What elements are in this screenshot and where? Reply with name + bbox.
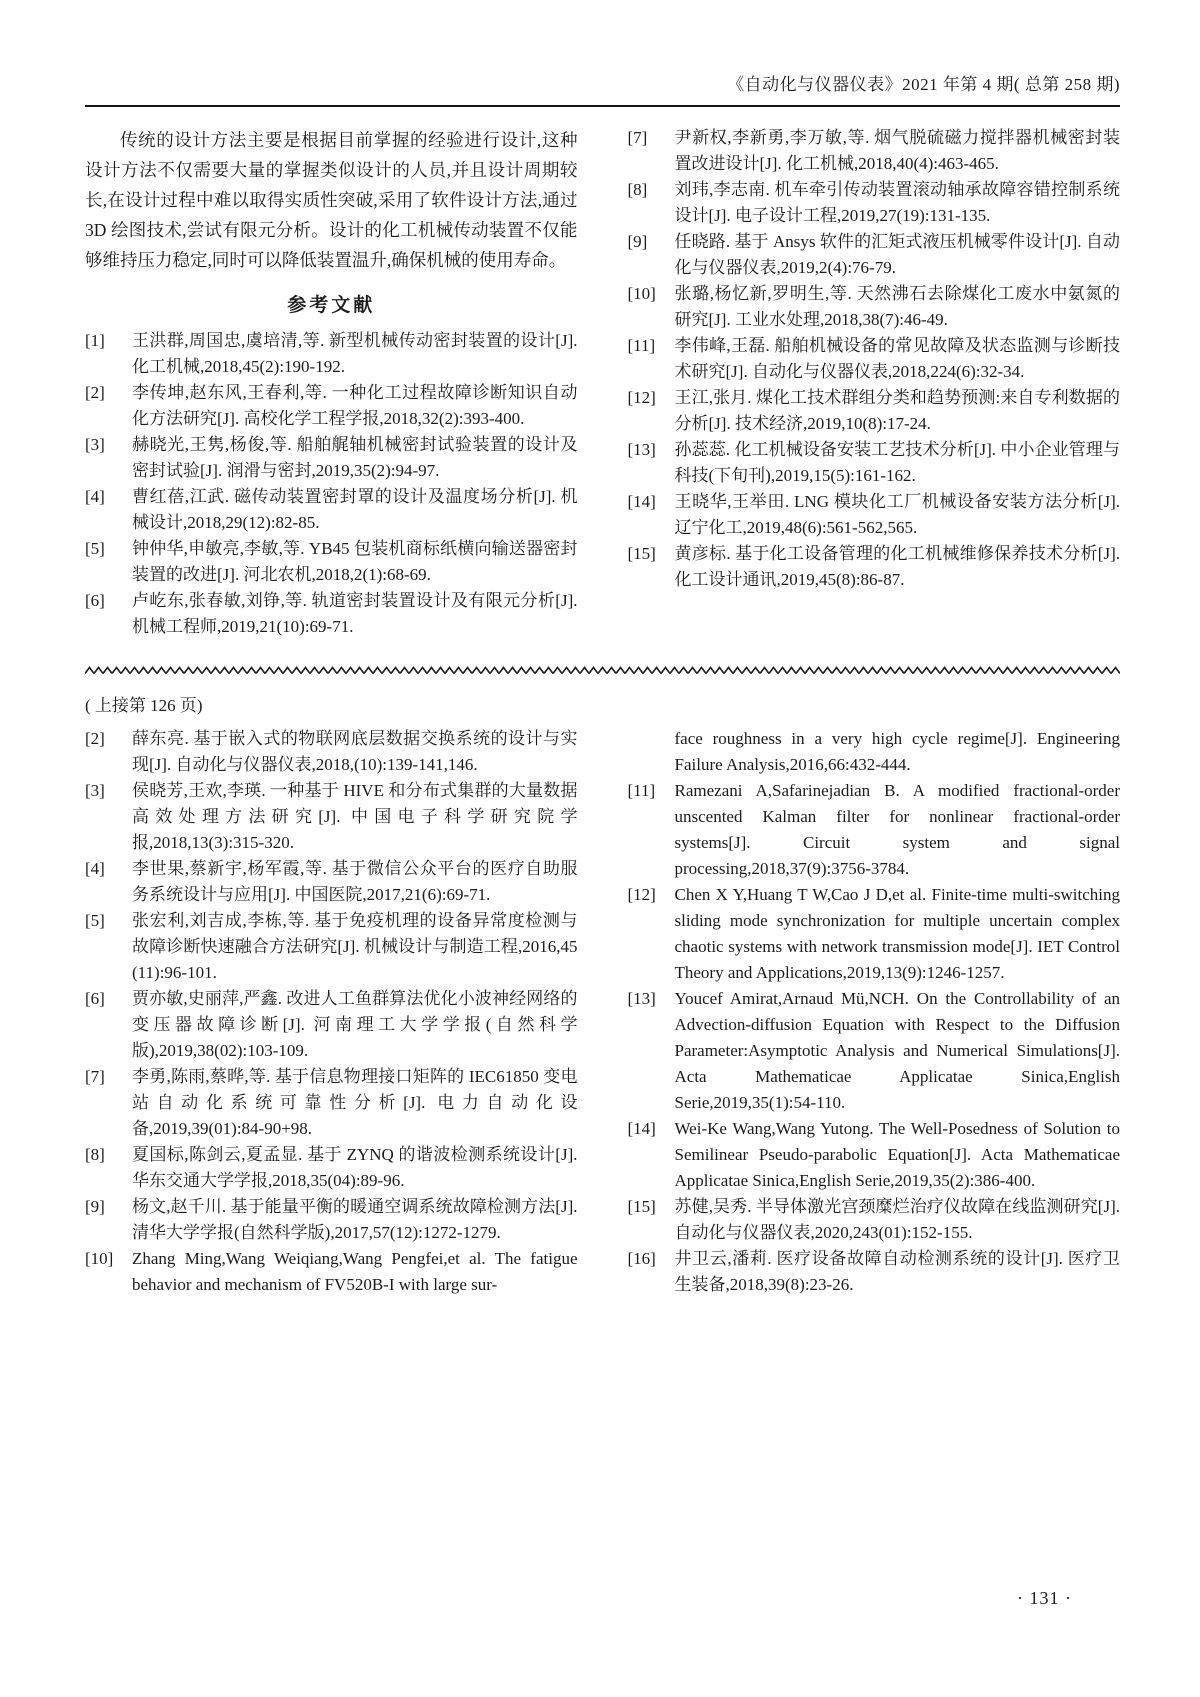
reference-item	[628, 541, 1121, 593]
reference-item	[85, 484, 578, 536]
reference-item	[628, 778, 1121, 882]
reference-text: 曹红蓓,江武. 磁传动装置密封罩的设计及温度场分析[J]. 机械设计,2018,29(12):82-85.	[132, 487, 578, 532]
reference-label: [15]	[627, 1197, 656, 1216]
reference-label: [12]	[627, 885, 656, 904]
reference-item	[628, 726, 1121, 778]
reference-label: [11]	[627, 781, 656, 800]
reference-item	[628, 177, 1121, 229]
reference-item	[628, 125, 1121, 177]
reference-label: [16]	[627, 1249, 656, 1268]
reference-text: 李传坤,赵东风,王春利,等. 一种化工过程故障诊断知识自动化方法研究[J]. 高校化学工程学报,2018,32(2):393-400.	[132, 383, 578, 428]
reference-item	[85, 908, 578, 986]
reference-text: Zhang Ming,Wang Weiqiang,Wang Pengfei,et al. The fatigue behavior and mechanism of FV520B-I with large sur-	[132, 1249, 578, 1294]
reference-label: [3]	[85, 435, 105, 454]
reference-label: [8]	[85, 1145, 105, 1164]
reference-label: [13]	[627, 989, 656, 1008]
reference-item	[628, 1116, 1121, 1194]
reference-label: [14]	[627, 1119, 656, 1138]
reference-item	[628, 437, 1121, 489]
continuation-note: ( 上接第 126 页)	[85, 696, 203, 715]
reference-item	[628, 281, 1121, 333]
reference-item	[85, 536, 578, 588]
reference-label: [6]	[85, 591, 105, 610]
reference-text: 赫晓光,王隽,杨俊,等. 船舶艉轴机械密封试验装置的设计及密封试验[J]. 润滑与密封,2019,35(2):94-97.	[132, 435, 578, 480]
reference-text: 卢屹东,张春敏,刘铮,等. 轨道密封装置设计及有限元分析[J]. 机械工程师,2019,21(10):69-71.	[132, 591, 578, 636]
reference-text: face roughness in a very high cycle regime[J]. Engineering Failure Analysis,2016,66:432-444.	[674, 729, 1120, 774]
references-list-top-left	[85, 328, 578, 640]
reference-label: [7]	[85, 1067, 105, 1086]
reference-text: 王晓华,王举田. LNG 模块化工厂机械设备安装方法分析[J]. 辽宁化工,2019,48(6):561-562,565.	[674, 492, 1120, 537]
reference-text: 张璐,杨忆新,罗明生,等. 天然沸石去除煤化工废水中氨氮的研究[J]. 工业水处理,2018,38(7):46-49.	[674, 284, 1120, 329]
reference-label: [11]	[627, 336, 656, 355]
reference-text: 薛东亮. 基于嵌入式的物联网底层数据交换系统的设计与实现[J]. 自动化与仪器仪表,2018,(10):139-141,146.	[132, 729, 578, 774]
reference-item	[628, 986, 1121, 1116]
reference-label: [10]	[627, 284, 656, 303]
reference-item	[85, 986, 578, 1064]
reference-text: 苏健,吴秀. 半导体激光宫颈糜烂治疗仪故障在线监测研究[J]. 自动化与仪器仪表,2020,243(01):152-155.	[674, 1197, 1120, 1242]
reference-text: 李世果,蔡新宇,杨军霞,等. 基于微信公众平台的医疗自助服务系统设计与应用[J]. 中国医院,2017,21(6):69-71.	[132, 859, 578, 904]
reference-item	[85, 778, 578, 856]
reference-label: [5]	[85, 539, 105, 558]
page-header	[85, 70, 1120, 107]
references-list-bottom-left	[85, 726, 578, 1298]
left-column	[85, 125, 578, 640]
reference-item	[628, 882, 1121, 986]
reference-item	[628, 333, 1121, 385]
journal-issue-line: 《自动化与仪器仪表》2021 年第 4 期( 总第 258 期)	[727, 75, 1120, 94]
reference-item	[85, 328, 578, 380]
reference-label: [6]	[85, 989, 105, 1008]
wavy-divider-line	[85, 666, 1120, 675]
continuation-left-column	[85, 726, 578, 1298]
reference-label: [2]	[85, 729, 105, 748]
reference-text: 贾亦敏,史丽萍,严鑫. 改进人工鱼群算法优化小波神经网络的变压器故障诊断[J]. 河南理工大学学报(自然科学版),2019,38(02):103-109.	[132, 989, 578, 1060]
reference-label: [4]	[85, 487, 105, 506]
reference-text: 任晓路. 基于 Ansys 软件的汇矩式液压机械零件设计[J]. 自动化与仪器仪表,2019,2(4):76-79.	[674, 232, 1120, 277]
page-number: · 131 ·	[1017, 1588, 1072, 1608]
reference-text: 杨文,赵千川. 基于能量平衡的暖通空调系统故障检测方法[J]. 清华大学学报(自然科学版),2017,57(12):1272-1279.	[132, 1197, 578, 1242]
reference-text: 钟仲华,申敏亮,李敏,等. YB45 包装机商标纸横向输送器密封装置的改进[J]. 河北农机,2018,2(1):68-69.	[132, 539, 578, 584]
reference-text: 黄彦标. 基于化工设备管理的化工机械维修保养技术分析[J]. 化工设计通讯,2019,45(8):86-87.	[674, 544, 1120, 589]
reference-text: Chen X Y,Huang T W,Cao J D,et al. Finite-time multi-switching sliding mode synchronization for multiple uncertain complex chaotic systems with network transmission mode[J]. IET Control Theory and Applications,2019,13(9):1246-1257.	[674, 885, 1120, 982]
reference-text: Youcef Amirat,Arnaud Mü,NCH. On the Controllability of an Advection-diffusion Equation with Respect to the Diffusion Parameter:Asymptotic Analysis and Numerical Simulations[J]. Acta Mathematicae Applicatae Sinica,English Serie,2019,35(1):54-110.	[674, 989, 1120, 1112]
continuation-section	[85, 726, 1120, 1298]
reference-text: 夏国标,陈剑云,夏孟显. 基于 ZYNQ 的谐波检测系统设计[J]. 华东交通大学学报,2018,35(04):89-96.	[132, 1145, 578, 1190]
continuation-right-column	[628, 726, 1121, 1298]
reference-item	[85, 380, 578, 432]
reference-text: 尹新权,李新勇,李万敏,等. 烟气脱硫磁力搅拌器机械密封装置改进设计[J]. 化工机械,2018,40(4):463-465.	[674, 128, 1120, 173]
reference-text: 王江,张月. 煤化工技术群组分类和趋势预测:来自专利数据的分析[J]. 技术经济,2019,10(8):17-24.	[674, 388, 1120, 433]
references-list-top-right	[628, 125, 1121, 593]
article-paragraph: 传统的设计方法主要是根据目前掌握的经验进行设计,这种设计方法不仅需要大量的掌握类似设计的人员,并且设计周期较长,在设计过程中难以取得实质性突破,采用了软件设计方法,通过 3D 绘图技术,尝试有限元分析。设计的化工机械传动装置不仅能够维持压力稳定,同时可以降低装置温升,确保机械的使用寿命。	[85, 130, 578, 270]
main-article-section	[85, 125, 1120, 640]
reference-item	[85, 1142, 578, 1194]
right-column	[628, 125, 1121, 640]
reference-label: [9]	[627, 232, 648, 251]
reference-text: 王洪群,周国忠,虞培清,等. 新型机械传动密封装置的设计[J]. 化工机械,2018,45(2):190-192.	[132, 331, 578, 376]
reference-text: 井卫云,潘莉. 医疗设备故障自动检测系统的设计[J]. 医疗卫生装备,2018,39(8):23-26.	[674, 1249, 1120, 1294]
reference-item	[85, 726, 578, 778]
reference-text: Ramezani A,Safarinejadian B. A modified fractional-order unscented Kalman filter for nonlinear fractional-order systems[J]. Circuit system and signal processing,2018,37(9):3756-3784.	[674, 781, 1120, 878]
reference-label: [10]	[85, 1249, 114, 1268]
reference-item	[628, 385, 1121, 437]
header-rule	[85, 105, 1120, 107]
reference-label: [12]	[627, 388, 656, 407]
reference-label: [15]	[627, 544, 656, 563]
reference-text: 李伟峰,王磊. 船舶机械设备的常见故障及状态监测与诊断技术研究[J]. 自动化与仪器仪表,2018,224(6):32-34.	[674, 336, 1120, 381]
reference-label: [5]	[85, 911, 105, 930]
reference-label: [13]	[627, 440, 656, 459]
reference-label	[628, 726, 675, 778]
reference-text: 刘玮,李志南. 机车牵引传动装置滚动轴承故障容错控制系统设计[J]. 电子设计工程,2019,27(19):131-135.	[674, 180, 1120, 225]
reference-label: [8]	[627, 180, 648, 199]
reference-item	[628, 1194, 1121, 1246]
reference-text: 李勇,陈雨,蔡晔,等. 基于信息物理接口矩阵的 IEC61850 变电站自动化系统可靠性分析[J]. 电力自动化设备,2019,39(01):84-90+98.	[132, 1067, 578, 1138]
reference-label: [14]	[627, 492, 656, 511]
reference-item	[628, 489, 1121, 541]
reference-item	[628, 1246, 1121, 1298]
reference-item	[85, 588, 578, 640]
reference-text: 侯晓芳,王欢,李瑛. 一种基于 HIVE 和分布式集群的大量数据高效处理方法研究[J]. 中国电子科学研究院学报,2018,13(3):315-320.	[132, 781, 578, 852]
reference-label: [9]	[85, 1197, 105, 1216]
references-list-bottom-right	[628, 726, 1121, 1298]
reference-text: 孙蕊蕊. 化工机械设备安装工艺技术分析[J]. 中小企业管理与科技(下旬刊),2019,15(5):161-162.	[674, 440, 1120, 485]
reference-text: 张宏利,刘吉成,李栋,等. 基于免疫机理的设备异常度检测与故障诊断快速融合方法研究[J]. 机械设计与制造工程,2016,45 (11):96-101.	[132, 911, 578, 982]
reference-label: [3]	[85, 781, 105, 800]
reference-item	[628, 229, 1121, 281]
reference-item	[85, 856, 578, 908]
reference-label: [7]	[627, 128, 648, 147]
reference-label: [2]	[85, 383, 105, 402]
reference-item	[85, 432, 578, 484]
reference-label: [4]	[85, 859, 105, 878]
reference-label: [1]	[85, 331, 105, 350]
references-heading: 参考文献	[287, 295, 376, 316]
reference-item	[85, 1064, 578, 1142]
reference-item	[85, 1194, 578, 1246]
reference-text: Wei-Ke Wang,Wang Yutong. The Well-Posedness of Solution to Semilinear Pseudo-parabolic Equation[J]. Acta Mathematicae Applicatae Sinica,English Serie,2019,35(2):386-400.	[674, 1119, 1120, 1190]
reference-item	[85, 1246, 578, 1298]
